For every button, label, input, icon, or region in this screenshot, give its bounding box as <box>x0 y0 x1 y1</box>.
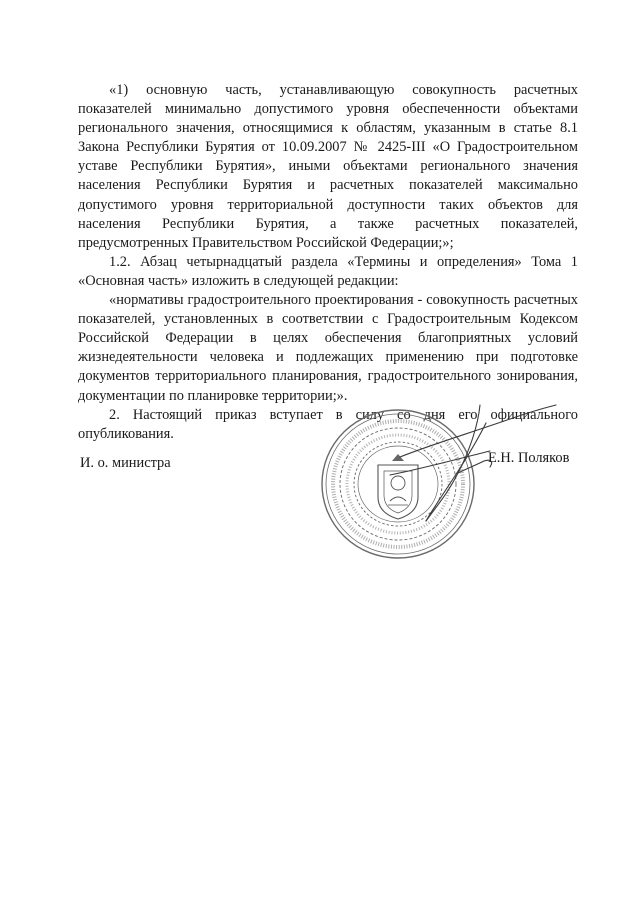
document-body <box>78 81 578 444</box>
handwritten-signature-icon <box>330 395 560 545</box>
signer-name: Е.Н. Поляков <box>488 450 570 466</box>
paragraph-item-1-2: 1.2. Абзац четырнадцатый раздела «Термины и определения» Тома 1 «Основная часть» изложить в следующей редакции: <box>78 253 578 289</box>
signer-position: И. о. министра <box>80 455 171 471</box>
paragraph-item-2: 2. Настоящий приказ вступает в силу со дня его официального опубликования. <box>78 406 578 442</box>
paragraph-definition: «нормативы градостроительного проектирования - совокупность расчетных показателей, установленных в соответствии с Градостроительным Кодексом Российской Федерации в целях обеспечения благоприятных условий жизнедеятельности человека и подлежащих применению при подготовке документов территориального планирования, градостроительного зонирования, документации по планировке территории;». <box>78 292 578 404</box>
paragraph-main-part: «1) основную часть, устанавливающую совокупность расчетных показателей минимально допустимого уровня обеспеченности объектами регионального значения, относящимися к областям, указанным в статье 8.1 Закона Республики Бурятия от 10.09.2007 № 2425-III «О Градостроительном уставе Республики Бурятия», иными объектами регионального значения населения Республики Бурятия и расчетных показателей максимально допустимого уровня территориальной доступности таких объектов для населения Республики Бурятия, а также расчетных показателей, предусмотренных Правительством Российской Федерации;»; <box>78 82 578 251</box>
